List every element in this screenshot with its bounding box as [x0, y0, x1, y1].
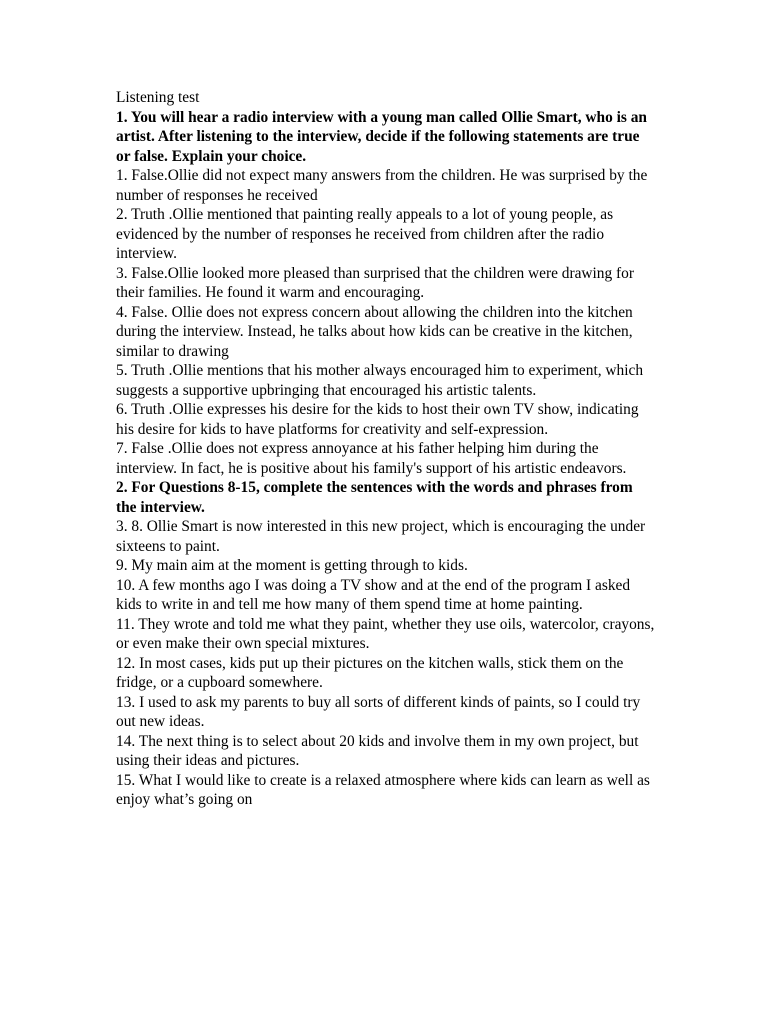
sentence-item: 12. In most cases, kids put up their pictures on the kitchen walls, stick them on the fridge, or a cupboard somewhere. [116, 654, 624, 691]
answer-item: 4. False. Ollie does not express concern about allowing the children into the kitchen during the interview. Instead, he talks about how kids can be creative in the kitchen, similar to drawing [116, 303, 633, 360]
answer-item: 7. False .Ollie does not express annoyance at his father helping him during the interview. In fact, he is positive about his family's support of his artistic endeavors. [116, 440, 627, 477]
document-page [116, 88, 656, 810]
document-title: Listening test [116, 89, 200, 106]
sentence-item: 11. They wrote and told me what they paint, whether they use oils, watercolor, crayons, or even make their own special mixtures. [116, 615, 655, 652]
sentence-item: 15. What I would like to create is a relaxed atmosphere where kids can learn as well as enjoy what’s going on [116, 771, 650, 808]
sentence-item: 10. A few months ago I was doing a TV show and at the end of the program I asked kids to write in and tell me how many of them spend time at home painting. [116, 576, 631, 613]
section2-instruction: 2. For Questions 8-15, complete the sentences with the words and phrases from the interview. [116, 479, 633, 516]
sentence-item: 9. My main aim at the moment is getting through to kids. [116, 557, 468, 574]
section1-instruction: 1. You will hear a radio interview with a young man called Ollie Smart, who is an artist. After listening to the interview, decide if the following statements are true or false. Explain your choice. [116, 108, 647, 165]
sentence-item: 13. I used to ask my parents to buy all sorts of different kinds of paints, so I could try out new ideas. [116, 693, 641, 730]
answer-item: 2. Truth .Ollie mentioned that painting really appeals to a lot of young people, as evidenced by the number of responses he received from children after the radio interview. [116, 206, 614, 262]
answer-item: 6. Truth .Ollie expresses his desire for the kids to host their own TV show, indicating his desire for kids to have platforms for creativity and self-expression. [116, 401, 639, 438]
sentence-item: 14. The next thing is to select about 20 kids and involve them in my own project, but using their ideas and pictures. [116, 732, 639, 769]
answer-item: 5. Truth .Ollie mentions that his mother always encouraged him to experiment, which suggests a supportive upbringing that encouraged his artistic talents. [116, 362, 644, 399]
sentence-item: 3. 8. Ollie Smart is now interested in this new project, which is encouraging the under sixteens to paint. [116, 518, 646, 555]
answer-item: 3. False.Ollie looked more pleased than surprised that the children were drawing for their families. He found it warm and encouraging. [116, 264, 634, 301]
answer-item: 1. False.Ollie did not expect many answers from the children. He was surprised by the number of responses he received [116, 167, 648, 204]
